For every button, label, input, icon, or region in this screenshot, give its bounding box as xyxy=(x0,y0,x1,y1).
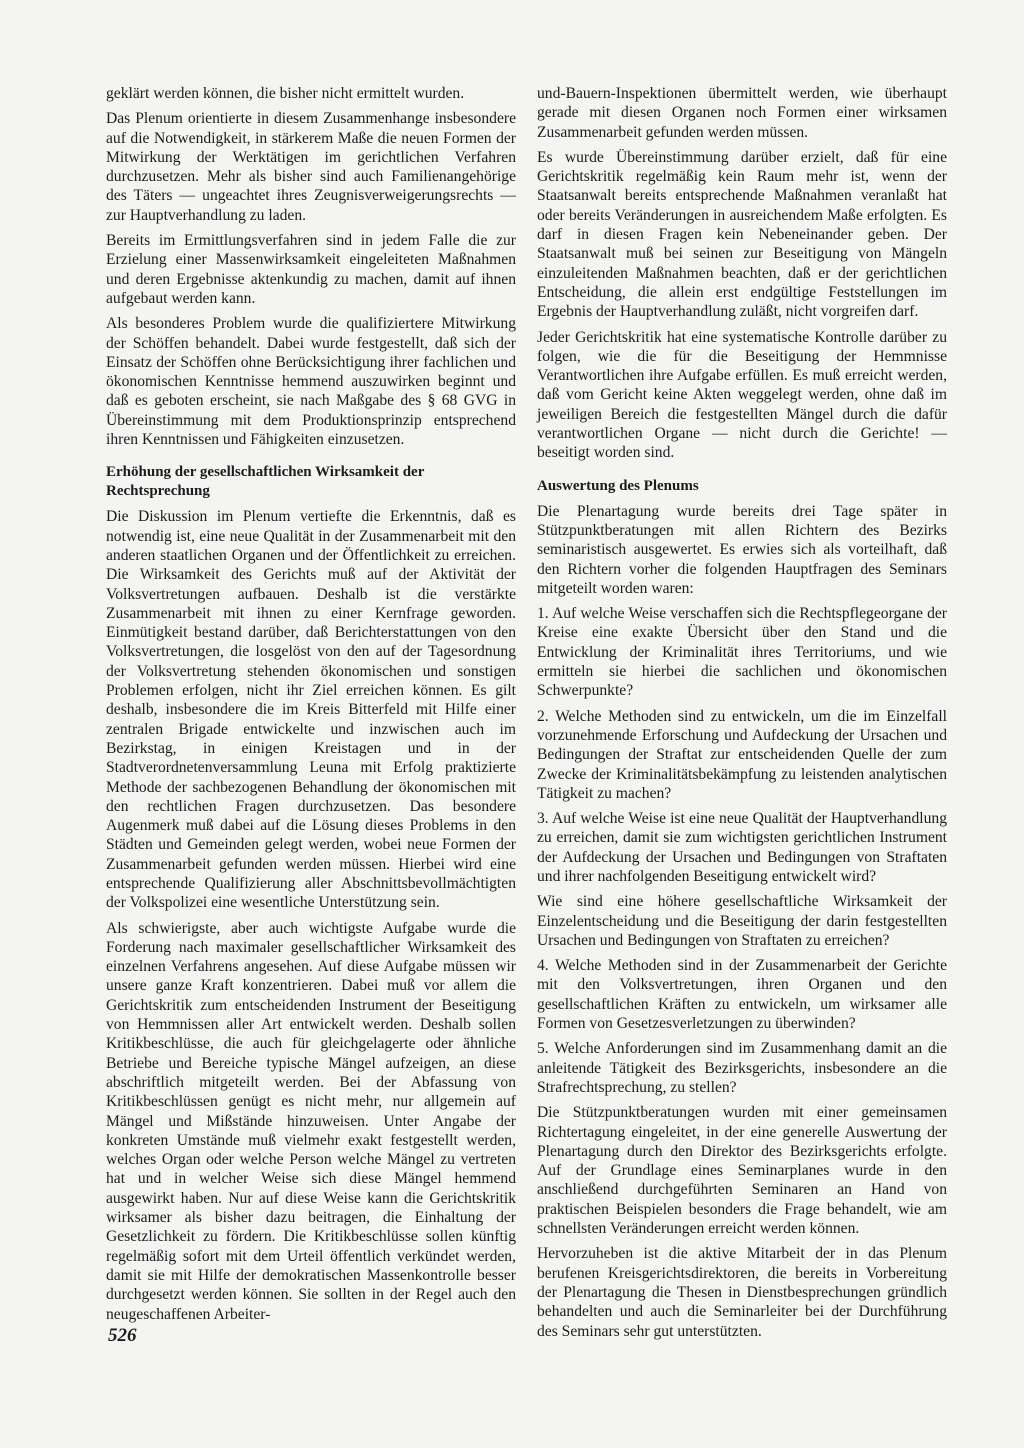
paragraph: Bereits im Ermittlungsverfahren sind in jedem Falle die zur Erzielung einer Massenwirksamkeit eingeleiteten Maßnahmen und deren Ergebnisse aktenkundig zu machen, damit auf ihnen aufgebaut werden kann. xyxy=(106,232,516,307)
paragraph: Wie sind eine höhere gesellschaftliche Wirksamkeit der Einzelentscheidung und die Beseitigung der darin festgestellten Ursachen und Bedingungen von Straftaten zu erreichen? xyxy=(537,893,947,949)
paragraph: Das Plenum orientierte in diesem Zusammenhange insbesondere auf die Notwendigkeit, in stärkerem Maße die neuen Formen der Mitwirkung der Werktätigen im gerichtlichen Verfahren durchzusetzen. Mehr als bisher sind auch Familienangehörige des Täters — ungeachtet ihres Zeugnisverweigerungsrechts — zur Hauptverhandlung zu laden. xyxy=(106,110,516,224)
paragraph: Als schwierigste, aber auch wichtigste Aufgabe wurde die Forderung nach maximaler gesellschaftlicher Wirksamkeit des einzelnen Verfahrens angesehen. Auf diese Aufgabe müssen wir unsere ganze Kraft konzentrieren. Dabei muß vor allem die Gerichtskritik zum entscheidenden Instrument der Beseitigung von Hemmnissen aller Art entwickelt werden. Deshalb sollen Kritikbeschlüsse, die auch für gleichgelagerte oder ähnliche Betriebe und Bereiche typische Mängel aufzeigen, an diese abschriftlich mitgeteilt werden. Bei der Abfassung von Kritikbeschlüssen genügt es nicht mehr, nur allgemein auf Mängel und Mißstände hinzuweisen. Unter Angabe der konkreten Umstände muß vielmehr exakt festgestellt werden, welches Organ oder welche Person welche Mängel zu vertreten hat und in welcher Weise sich diese Mängel hemmend ausgewirkt haben. Nur auf diese Weise kann die Gerichtskritik wirksamer als bisher dazu beitragen, die Einhaltung der Gesetzlichkeit zu fördern. Die Kritikbeschlüsse sollen künftig regelmäßig sofort mit dem Urteil öffentlich verkündet werden, damit sie mit Hilfe der demokratischen Massenkontrolle besser durchgesetzt werden können. Sie sollten in der Regel auch den neugeschaffenen Arbeiter- xyxy=(106,919,516,1323)
paragraph: 4. Welche Methoden sind in der Zusammenarbeit der Gerichte mit den Volksvertretungen, ihren Organen und den gesellschaftlichen Kräften zu entwickeln, um wirksamer alle Formen von Gesetzesverletzungen zu überwinden? xyxy=(537,957,947,1033)
section-heading: Erhöhung der gesellschaftlichen Wirksamkeit der Rechtsprechung xyxy=(106,464,425,500)
paragraph: Als besonderes Problem wurde die qualifiziertere Mitwirkung der Schöffen behandelt. Dabei wurde festgestellt, daß sich der Einsatz der Schöffen ohne Berücksichtigung ihrer fachlichen und ökonomischen Kenntnisse hemmend auszuwirken beginnt und daß es geboten erscheint, sie nach Maßgabe des § 68 GVG in Übereinstimmung mit dem Produktionsprinzip entsprechend ihren Kenntnissen und Fähigkeiten einzusetzen. xyxy=(106,315,516,449)
paragraph: Die Stützpunktberatungen wurden mit einer gemeinsamen Richtertagung eingeleitet, in der eine generelle Auswertung der Plenartagung durch den Direktor des Bezirksgerichts erfolgte. Auf der Grundlage eines Seminarplanes wurde in den anschließend durchgeführten Seminaren an Hand von praktischen Beispielen besonders die Frage behandelt, wie am schnellsten Veränderungen erreicht werden können. xyxy=(537,1104,947,1238)
paragraph: Hervorzuheben ist die aktive Mitarbeit der in das Plenum berufenen Kreisgerichtsdirektoren, die bereits in Vorbereitung der Plenartagung die Thesen in Dienstbesprechungen gründlich behandelten und auch die Seminarleiter bei der Durchführung des Seminars sehr gut unterstützten. xyxy=(537,1245,947,1340)
right-text-column xyxy=(537,84,947,1347)
paragraph: 1. Auf welche Weise verschaffen sich die Rechtspflegeorgane der Kreise eine exakte Übersicht über den Stand und die Entwicklung der Kriminalität ihres Territoriums, und wie ermitteln sie hierbei die sachlichen und ökonomischen Schwerpunkte? xyxy=(537,605,947,700)
paragraph: 5. Welche Anforderungen sind im Zusammenhang damit an die anleitende Tätigkeit des Bezirksgerichts, insbesondere an die Strafrechtsprechung, zu stellen? xyxy=(537,1040,947,1096)
paragraph: Jeder Gerichtskritik hat eine systematische Kontrolle darüber zu folgen, wie die für die Beseitigung der Hemmnisse Verantwortlichen ihre Aufgabe erfüllen. Es muß erreicht werden, daß vom Gericht keine Akten weggelegt werden, ohne daß im jeweiligen Bereich die festgestellten Mängel durch die dafür verantwortlichen Organe — nicht durch die Gerichte! — beseitigt worden sind. xyxy=(537,328,947,462)
paragraph: geklärt werden können, die bisher nicht ermittelt wurden. xyxy=(106,85,465,102)
paragraph: 3. Auf welche Weise ist eine neue Qualität der Hauptverhandlung zu erreichen, damit sie zum wichtigsten gerichtlichen Instrument der Aufdeckung der Ursachen und Bedingungen von Straftaten und ihrer nachfolgenden Beseitigung entwickelt wird? xyxy=(537,810,947,885)
left-text-column xyxy=(106,84,516,1330)
paragraph: Es wurde Übereinstimmung darüber erzielt, daß für eine Gerichtskritik regelmäßig kein Raum mehr ist, wenn der Staatsanwalt bereits entsprechende Maßnahmen veranlaßt hat oder bereits Veränderungen in ausreichendem Maße erfolgten. Es darf in diesen Fragen kein Nebeneinander geben. Der Staatsanwalt muß bei seinen zur Beseitigung von Mängeln einzuleitenden Maßnahmen beachten, daß er der gerichtlichen Entscheidung, die allein erst endgültige Feststellungen im Ergebnis der Hauptverhandlung zuläßt, nicht vorgreifen darf. xyxy=(537,148,947,321)
section-heading: Auswertung des Plenums xyxy=(537,477,699,494)
paragraph: Die Plenartagung wurde bereits drei Tage später in Stützpunktberatungen mit allen Richtern des Bezirks seminaristisch ausgewertet. Es erwies sich als vorteilhaft, daß den Richtern vorher die folgenden Hauptfragen des Seminars mitgeteilt worden waren: xyxy=(537,502,947,597)
paragraph: und-Bauern-Inspektionen übermittelt werden, wie überhaupt gerade mit diesen Organen noch Formen einer wirksamen Zusammenarbeit gefunden werden müssen. xyxy=(537,85,947,141)
paragraph: Die Diskussion im Plenum vertiefte die Erkenntnis, daß es notwendig ist, eine neue Qualität in der Zusammenarbeit mit den anderen staatlichen Organen und der Öffentlichkeit zu erreichen. Die Wirksamkeit des Gerichts muß auf der Aktivität der Volksvertretungen aufbauen. Deshalb ist die verstärkte Zusammenarbeit mit ihnen zu einer Kernfrage geworden. Einmütigkeit bestand darüber, daß Berichterstattungen von den Volksvertretungen, die losgelöst von den auf der Tagesordnung der Volksvertretung stehenden ökonomischen und sonstigen Problemen erfolgen, nicht ihr Ziel erreichen können. Es gilt deshalb, insbesondere die im Kreis Bitterfeld mit Hilfe einer zentralen Brigade entwickelte und inzwischen auch im Bezirkstag, in einigen Kreistagen und in der Stadtverordnetenversammlung Leuna mit Erfolg praktizierte Methode der sachbezogenen Behandlung der ökonomischen mit den rechtlichen Fragen durchzusetzen. Das besondere Augenmerk muß dabei auf die Lösung dieses Problems in den Städten und Gemeinden gelegt werden, wobei neue Formen der Zusammenarbeit gefunden werden müssen. Hierbei wird eine entsprechende Qualifizierung aller Abschnittsbevollmächtigten der Volkspolizei eine wesentliche Unterstützung sein. xyxy=(106,508,516,912)
paragraph: 2. Welche Methoden sind zu entwickeln, um die im Einzelfall vorzunehmende Erforschung und Aufdeckung der Ursachen und Bedingungen der Straftat zur entscheidenden Quelle der zum Zwecke der Kriminalitätsbekämpfung zu leistenden analytischen Tätigkeit zu machen? xyxy=(537,707,947,802)
page-number: 526 xyxy=(108,1325,137,1346)
